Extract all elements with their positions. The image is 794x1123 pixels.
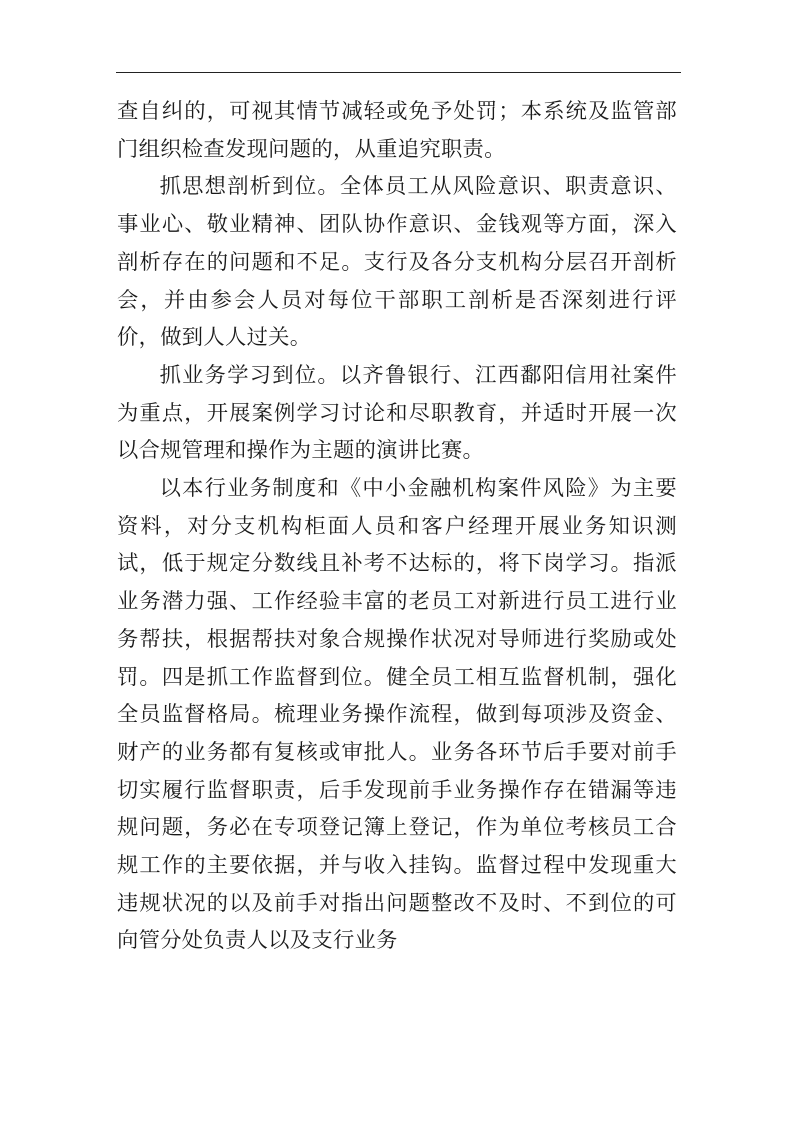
paragraph: 以本行业务制度和《中小金融机构案件风险》为主要资料，对分支机构柜面人员和客户经理开展业务知识测试，低于规定分数线且补考不达标的，将下岗学习。指派业务潜力强、工作经验丰富的老员工对新进行员工进行业务帮扶，根据帮扶对象合规操作状况对导师进行奖励或处罚。四是抓工作监督到位。健全员工相互监督机制，强化全员监督格局。梳理业务操作流程，做到每项涉及资金、财产的业务都有复核或审批人。业务各环节后手要对前手切实履行监督职责，后手发现前手业务操作存在错漏等违规问题，务必在专项登记簿上登记，作为单位考核员工合规工作的主要依据，并与收入挂钩。监督过程中发现重大违规状况的以及前手对指出问题整改不及时、不到位的可向管分处负责人以及支行业务 — [117, 476, 677, 954]
document-body — [117, 93, 677, 960]
paragraph: 查自纠的，可视其情节减轻或免予处罚；本系统及监管部门组织检查发现问题的，从重追究职责。 — [117, 99, 677, 162]
header-rule — [116, 72, 681, 73]
paragraph: 抓思想剖析到位。全体员工从风险意识、职责意识、事业心、敬业精神、团队协作意识、金钱观等方面，深入剖析存在的问题和不足。支行及各分支机构分层召开剖析会，并由参会人员对每位干部职工剖析是否深刻进行评价，做到人人过关。 — [117, 174, 677, 351]
paragraph: 抓业务学习到位。以齐鲁银行、江西鄱阳信用社案件为重点，开展案例学习讨论和尽职教育，并适时开展一次以合规管理和操作为主题的演讲比赛。 — [117, 362, 677, 464]
